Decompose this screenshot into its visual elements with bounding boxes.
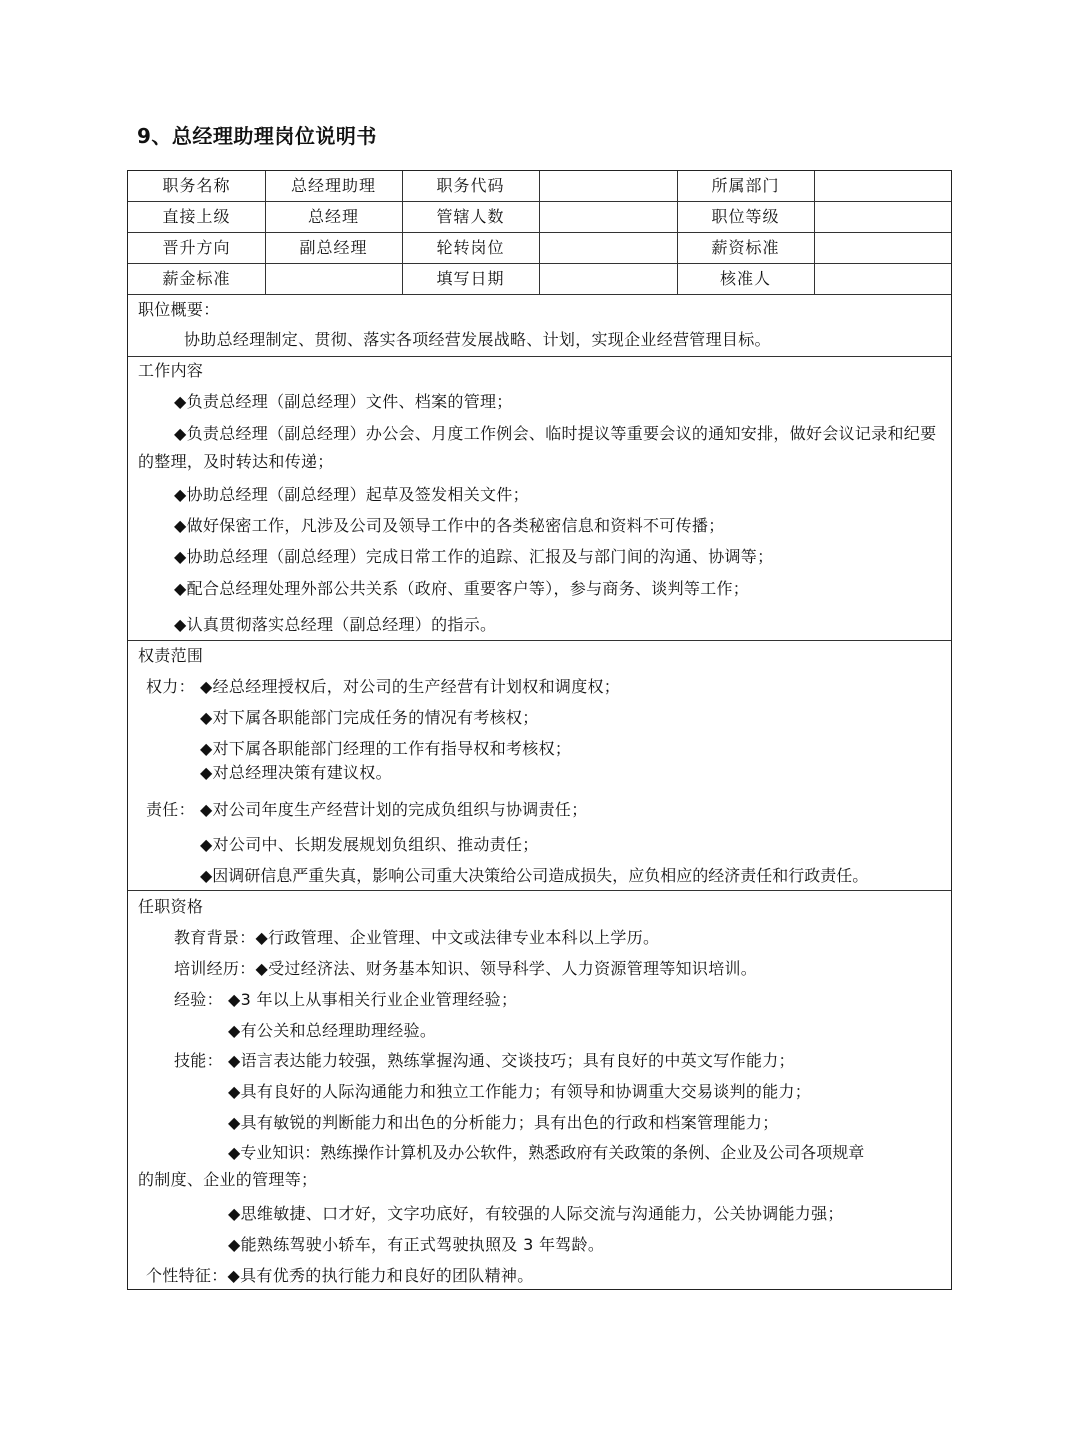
work-item: ◆负责总经理（副总经理）办公会、月度工作例会、临时提议等重要会议的通知安排，做好会议记录和纪要的整理，及时转达和传递； (138, 424, 937, 471)
training-line: 培训经历：◆受过经济法、财务基本知识、领导科学、人力资源管理等知识培训。 (174, 959, 758, 978)
value-fill-date (539, 264, 677, 294)
value-department (814, 171, 951, 201)
responsibility-item: ◆对公司年度生产经营计划的完成负组织与协调责任； (200, 800, 588, 819)
label-job-code: 职务代码 (436, 176, 505, 195)
label-fill-date: 填写日期 (436, 269, 505, 288)
authority-label: 权责范围 (138, 646, 204, 665)
personality-line: 个性特征：◆具有优秀的执行能力和良好的团队精神。 (146, 1266, 534, 1285)
value-direct-superior: 总经理 (307, 207, 359, 226)
label-job-title: 职务名称 (162, 176, 231, 195)
row-divider (128, 294, 951, 295)
work-item: ◆负责总经理（副总经理）文件、档案的管理； (174, 392, 513, 411)
experience-item: ◆3 年以上从事相关行业企业管理经验； (228, 990, 518, 1009)
label-department: 所属部门 (711, 176, 780, 195)
value-job-title: 总经理助理 (290, 176, 376, 195)
work-item: ◆认真贯彻落实总经理（副总经理）的指示。 (174, 615, 497, 634)
responsibility-label: 责任： (146, 800, 195, 819)
value-approver (814, 264, 951, 294)
power-item: ◆对总经理决策有建议权。 (200, 763, 392, 782)
responsibility-item: ◆对公司中、长期发展规划负组织、推动责任； (200, 835, 539, 854)
value-headcount (539, 202, 677, 232)
section-divider (128, 356, 951, 357)
skill-item: ◆专业知识：熟练操作计算机及办公软件，熟悉政府有关政策的条例、企业及公司各项规章 (228, 1143, 865, 1162)
skill-item: ◆具有敏锐的判断能力和出色的分析能力；具有出色的行政和档案管理能力； (228, 1113, 779, 1132)
label-rotation: 轮转岗位 (436, 238, 505, 257)
value-grade (814, 202, 951, 232)
skill-item-continued: 的制度、企业的管理等； (138, 1170, 318, 1189)
section-divider (128, 890, 951, 891)
skill-item: ◆语言表达能力较强，熟练掌握沟通、交谈技巧；具有良好的中英文写作能力； (228, 1051, 795, 1070)
experience-label: 经验： (174, 990, 223, 1009)
work-label: 工作内容 (138, 361, 204, 380)
experience-item: ◆有公关和总经理助理经验。 (228, 1021, 437, 1040)
label-salary: 薪金标准 (162, 269, 231, 288)
work-item: ◆协助总经理（副总经理）起草及签发相关文件； (174, 485, 529, 504)
power-label: 权力： (146, 677, 195, 696)
skill-item: ◆具有良好的人际沟通能力和独立工作能力；有领导和协调重大交易谈判的能力； (228, 1082, 812, 1101)
value-pay-standard (814, 233, 951, 263)
work-item: ◆做好保密工作，凡涉及公司及领导工作中的各类秘密信息和资料不可传播； (174, 516, 725, 535)
value-promotion: 副总经理 (299, 238, 368, 257)
label-promotion: 晋升方向 (162, 238, 231, 257)
value-job-code (539, 171, 677, 201)
work-item: ◆配合总经理处理外部公共关系（政府、重要客户等），参与商务、谈判等工作； (174, 579, 750, 598)
power-item: ◆对下属各职能部门完成任务的情况有考核权； (200, 708, 539, 727)
power-item: ◆对下属各职能部门经理的工作有指导权和考核权； (200, 739, 572, 758)
education-line: 教育背景：◆行政管理、企业管理、中文或法律专业本科以上学历。 (174, 928, 660, 947)
label-grade: 职位等级 (711, 207, 780, 226)
value-rotation (539, 233, 677, 263)
power-item: ◆经总经理授权后，对公司的生产经营有计划权和调度权； (200, 677, 621, 696)
overview-text: 协助总经理制定、贯彻、落实各项经营发展战略、计划，实现企业经营管理目标。 (184, 330, 771, 349)
label-direct-superior: 直接上级 (162, 207, 231, 226)
work-item: ◆协助总经理（副总经理）完成日常工作的追踪、汇报及与部门间的沟通、协调等； (174, 547, 774, 566)
section-divider (128, 640, 951, 641)
label-pay-standard: 薪资标准 (711, 238, 780, 257)
skills-label: 技能： (174, 1051, 223, 1070)
label-approver: 核准人 (719, 269, 771, 288)
job-description-table (127, 170, 952, 1290)
skill-item: ◆能熟练驾驶小轿车，有正式驾驶执照及 3 年驾龄。 (228, 1235, 605, 1254)
page-title: 9、总经理助理岗位说明书 (137, 124, 377, 148)
skill-item: ◆思维敏捷、口才好，文字功底好，有较强的人际交流与沟通能力，公关协调能力强； (228, 1204, 844, 1223)
label-headcount: 管辖人数 (436, 207, 505, 226)
overview-label: 职位概要： (138, 300, 220, 319)
responsibility-item: ◆因调研信息严重失真，影响公司重大决策给公司造成损失，应负相应的经济责任和行政责任。 (200, 866, 869, 885)
value-salary (265, 264, 402, 294)
qualification-label: 任职资格 (138, 897, 204, 916)
